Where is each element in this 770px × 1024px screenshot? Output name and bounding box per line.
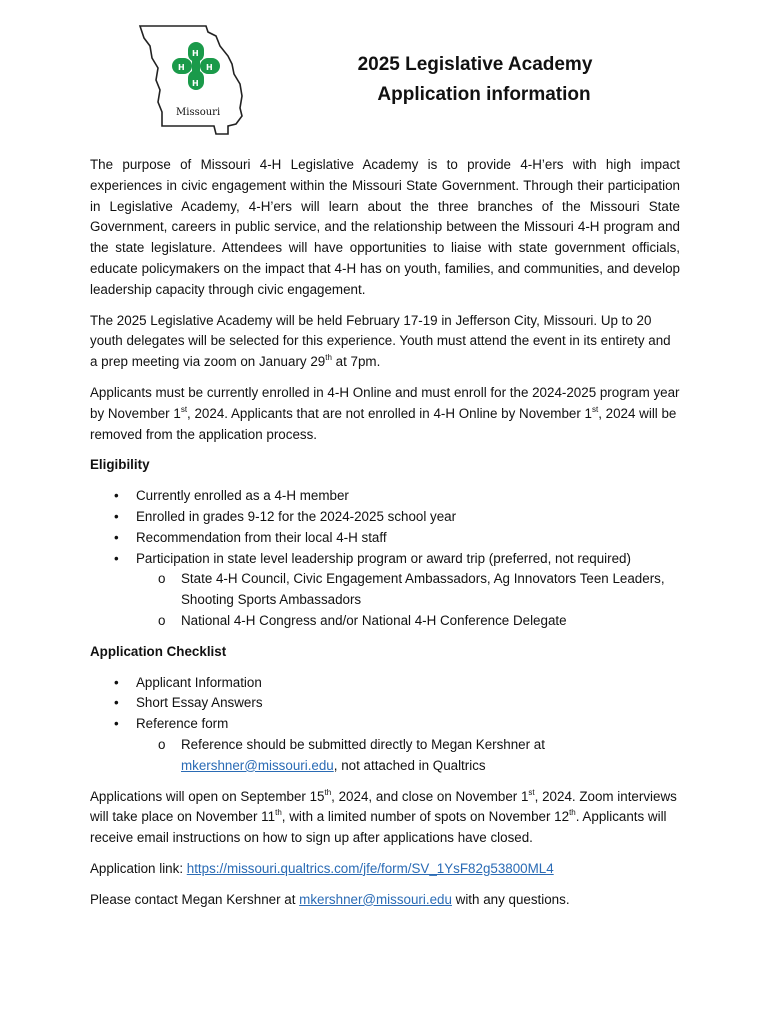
- list-item: [90, 486, 680, 507]
- sub-list-item-tail: , not attached in Qualtrics: [333, 757, 486, 773]
- list-item-text: Currently enrolled as a 4-H member: [136, 488, 349, 504]
- list-item: [90, 528, 680, 549]
- dates-text: , with a limited number of spots on November 12: [281, 809, 570, 825]
- intro-paragraph: The purpose of Missouri 4-H Legislative Academy is to provide 4-H’ers with high impact experiences in civic engagement within the Missouri State Government. Through their participation in Legislative Academy, 4-H’ers will learn about the three branches of the Missouri State Government, careers in public service, and the relationship between the Missouri 4-H program and the state legislature. Attendees will have opportunities to liaise with state government officials, educate policymakers on the impact that 4-H has on youth, families, and communities, and develop leadership capacity through civic engagement.: [90, 157, 680, 297]
- contact-text: Please contact Megan Kershner at: [90, 891, 300, 907]
- page-title: [330, 50, 620, 110]
- list-item-text: Applicant Information: [136, 674, 262, 690]
- dates-paragraph: [90, 787, 680, 849]
- sub-list-item-text: State 4-H Council, Civic Engagement Ambassadors, Ag Innovators Teen Leaders, Shooting Sports Ambassadors: [181, 571, 665, 608]
- ordinal-suffix: th: [275, 808, 282, 818]
- list-item: [90, 673, 680, 694]
- title-line-2: Application information: [377, 84, 591, 105]
- missouri-map-clover-icon: [136, 22, 246, 140]
- ordinal-suffix: st: [591, 404, 599, 414]
- enroll-text: Applicants must be currently enrolled in 4-H Online and must enroll for the 2024-2025 program year by November 1: [90, 384, 680, 421]
- list-item-text: Short Essay Answers: [136, 695, 263, 711]
- dates-text: , 2024. Zoom interviews will take place on November 11: [90, 788, 677, 825]
- application-link-label: Application link:: [90, 860, 187, 876]
- list-item-text: Enrolled in grades 9-12 for the 2024-2025 school year: [136, 508, 457, 524]
- bullet-icon: •: [114, 529, 119, 545]
- title-line-1: 2025 Legislative Academy: [357, 54, 593, 75]
- eligibility-sublist: [136, 569, 680, 631]
- contact-text-end: with any questions.: [451, 891, 570, 907]
- enrollment-paragraph: [90, 383, 680, 445]
- eligibility-list: [90, 486, 680, 632]
- eligibility-heading: Eligibility: [90, 457, 150, 473]
- dates-text: . Applicants will receive email instructions on how to sign up after applications have closed.: [90, 809, 667, 846]
- sub-list-item-text: National 4-H Congress and/or National 4-H Conference Delegate: [181, 612, 567, 628]
- checklist-sublist: [136, 735, 680, 777]
- checklist-list: [90, 673, 680, 777]
- svg-text:H: H: [192, 79, 199, 88]
- checklist-heading: Application Checklist: [90, 643, 227, 659]
- contact-paragraph: [90, 890, 680, 911]
- list-item-text: Participation in state level leadership program or award trip (preferred, not required): [136, 550, 631, 566]
- sub-bullet-icon: o: [158, 571, 166, 587]
- sub-list-item: [90, 611, 680, 632]
- bullet-icon: •: [114, 674, 119, 690]
- sub-bullet-icon: o: [158, 736, 166, 752]
- sub-bullet-icon: o: [158, 612, 166, 628]
- ordinal-suffix: st: [180, 404, 188, 414]
- reference-email-link[interactable]: mkershner@missouri.edu: [181, 757, 334, 773]
- dates-text: , 2024, and close on November 1: [331, 788, 529, 804]
- bullet-icon: •: [114, 488, 119, 504]
- missouri-4h-logo: [136, 22, 246, 140]
- contact-email-link[interactable]: mkershner@missouri.edu: [299, 891, 452, 907]
- bullet-icon: •: [114, 550, 119, 566]
- event-text-end: at 7pm.: [331, 354, 381, 370]
- sub-list-item: [90, 735, 680, 777]
- event-text: The 2025 Legislative Academy will be held February 17-19 in Jefferson City, Missouri. Up to 20 youth delegates will be selected for this experience. Youth must attend the event in its entirety and a prep meeting via zoom on January 29: [90, 312, 671, 370]
- application-link-paragraph: [90, 859, 680, 880]
- ordinal-suffix: th: [569, 808, 576, 818]
- bullet-icon: •: [114, 695, 119, 711]
- dates-text: Applications will open on September 15: [90, 788, 325, 804]
- ordinal-suffix: th: [325, 353, 332, 363]
- ordinal-suffix: st: [528, 787, 535, 797]
- svg-text:H: H: [206, 63, 213, 72]
- document-body: [90, 155, 680, 921]
- list-item-text: Reference form: [136, 716, 229, 732]
- sub-list-item-text: Reference should be submitted directly to Megan Kershner at: [181, 736, 545, 752]
- list-item: [90, 549, 680, 632]
- event-paragraph: [90, 311, 680, 373]
- logo-text: Missouri: [176, 107, 221, 118]
- list-item: [90, 507, 680, 528]
- application-link[interactable]: https://missouri.qualtrics.com/jfe/form/SV_1YsF82g53800ML4: [186, 860, 554, 876]
- sub-list-item: [90, 569, 680, 611]
- bullet-icon: •: [114, 508, 119, 524]
- enroll-text: , 2024 will be removed from the application process.: [90, 405, 677, 442]
- bullet-icon: •: [114, 716, 119, 732]
- list-item: [90, 693, 680, 714]
- list-item-text: Recommendation from their local 4-H staff: [136, 529, 387, 545]
- svg-text:H: H: [192, 49, 199, 58]
- list-item: [90, 714, 680, 776]
- enroll-text: , 2024. Applicants that are not enrolled in 4-H Online by November 1: [187, 405, 592, 421]
- svg-text:H: H: [178, 63, 185, 72]
- ordinal-suffix: th: [324, 787, 332, 797]
